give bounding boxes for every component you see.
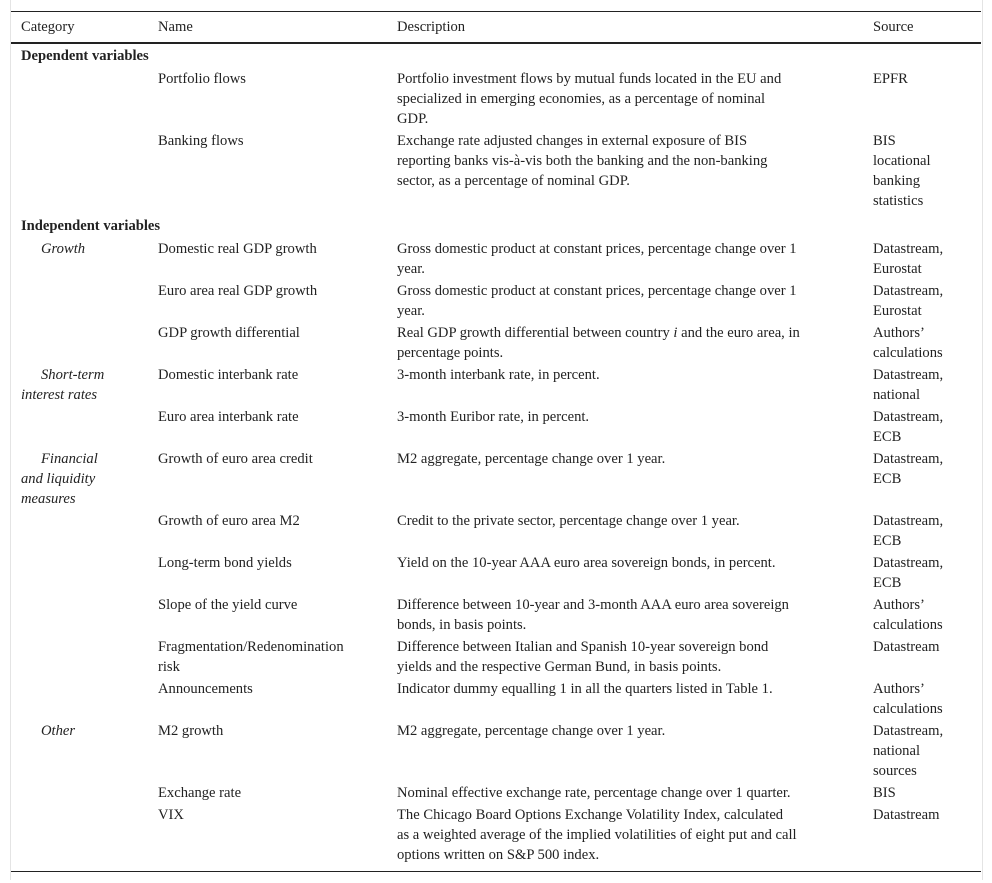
header-name: Name (158, 19, 193, 35)
row-source: BIS (873, 785, 896, 801)
row-source: ECB (873, 575, 902, 591)
row-description: sector, as a percentage of nominal GDP. (397, 173, 630, 189)
row-name: Euro area interbank rate (158, 409, 299, 425)
category-other: Other (41, 723, 76, 739)
row-name: Fragmentation/Redenomination (158, 639, 344, 655)
row-source: BIS (873, 133, 896, 149)
row-description: Nominal effective exchange rate, percentage change over 1 quarter. (397, 785, 791, 801)
row-source: Datastream, (873, 555, 944, 571)
row-source: Datastream, (873, 723, 944, 739)
row-source: Datastream (873, 639, 940, 655)
row-description: Gross domestic product at constant prices, percentage change over 1 (397, 283, 797, 299)
row-description: Difference between Italian and Spanish 10-year sovereign bond (397, 639, 769, 655)
row-source: Eurostat (873, 261, 922, 277)
row-name: VIX (158, 807, 184, 823)
category-financial-line3: measures (21, 491, 76, 507)
bottom-rule (11, 871, 981, 872)
row-name: Portfolio flows (158, 71, 246, 87)
row-source: Authors’ (873, 597, 925, 613)
row-name: Domestic real GDP growth (158, 241, 317, 257)
row-description: M2 aggregate, percentage change over 1 year. (397, 451, 666, 467)
row-name: Slope of the yield curve (158, 597, 298, 613)
row-description: Gross domestic product at constant prices, percentage change over 1 (397, 241, 797, 257)
row-name: Exchange rate (158, 785, 242, 801)
row-description: percentage points. (397, 345, 504, 361)
row-source: ECB (873, 429, 902, 445)
row-description: M2 aggregate, percentage change over 1 year. (397, 723, 666, 739)
top-rule (11, 11, 981, 12)
row-source: calculations (873, 345, 943, 361)
row-source: Datastream, (873, 241, 944, 257)
category-financial-line2: and liquidity (21, 471, 96, 487)
row-description: yields and the respective German Bund, in basis points. (397, 659, 722, 675)
row-source: Datastream, (873, 409, 944, 425)
header-category: Category (21, 19, 75, 35)
row-description: Difference between 10-year and 3-month AAA euro area sovereign (397, 597, 789, 613)
row-name: Euro area real GDP growth (158, 283, 318, 299)
category-short-term-line2: interest rates (21, 387, 98, 403)
row-source: Eurostat (873, 303, 922, 319)
section-dependent-variables: Dependent variables (21, 48, 149, 64)
row-source: calculations (873, 617, 943, 633)
row-description: year. (397, 303, 425, 319)
row-description: 3-month Euribor rate, in percent. (397, 409, 590, 425)
row-source: ECB (873, 533, 902, 549)
row-description: reporting banks vis-à-vis both the banking and the non-banking (397, 153, 768, 169)
category-growth: Growth (41, 241, 86, 257)
row-description: year. (397, 261, 425, 277)
row-description: Exchange rate adjusted changes in external exposure of BIS (397, 133, 748, 149)
row-description: GDP. (397, 111, 429, 127)
row-description: 3-month interbank rate, in percent. (397, 367, 600, 383)
row-description: Real GDP growth differential between country i and the euro area, in (397, 325, 800, 341)
row-description: bonds, in basis points. (397, 617, 527, 633)
row-source: EPFR (873, 71, 908, 87)
row-description: The Chicago Board Options Exchange Volatility Index, calculated (397, 807, 784, 823)
row-source: locational (873, 153, 931, 169)
row-source: statistics (873, 193, 924, 209)
category-financial-line1: Financial (41, 451, 98, 467)
row-source: national (873, 743, 921, 759)
row-description: Credit to the private sector, percentage change over 1 year. (397, 513, 740, 529)
row-name: Announcements (158, 681, 253, 697)
row-description: specialized in emerging economies, as a percentage of nominal (397, 91, 766, 107)
row-source: Datastream, (873, 451, 944, 467)
row-description: options written on S&P 500 index. (397, 847, 600, 863)
section-independent-variables: Independent variables (21, 218, 161, 234)
row-name: Long-term bond yields (158, 555, 292, 571)
row-name: Growth of euro area M2 (158, 513, 300, 529)
row-source: national (873, 387, 921, 403)
row-source: Datastream (873, 807, 940, 823)
row-name: risk (158, 659, 180, 675)
row-name: M2 growth (158, 723, 224, 739)
row-source: sources (873, 763, 917, 779)
row-source: Datastream, (873, 367, 944, 383)
row-description: as a weighted average of the implied volatilities of eight put and call (397, 827, 797, 843)
header-description: Description (397, 19, 466, 35)
row-description: Yield on the 10-year AAA euro area sovereign bonds, in percent. (397, 555, 776, 571)
row-source: banking (873, 173, 921, 189)
row-source: Datastream, (873, 283, 944, 299)
row-name: Banking flows (158, 133, 244, 149)
row-description: Indicator dummy equalling 1 in all the quarters listed in Table 1. (397, 681, 773, 697)
row-description: Portfolio investment flows by mutual funds located in the EU and (397, 71, 782, 87)
header-rule (11, 42, 981, 44)
category-short-term-line1: Short-term (41, 367, 105, 383)
row-source: Authors’ (873, 681, 925, 697)
row-source: Authors’ (873, 325, 925, 341)
header-source: Source (873, 19, 914, 35)
row-name: Domestic interbank rate (158, 367, 299, 383)
row-source: ECB (873, 471, 902, 487)
row-name: GDP growth differential (158, 325, 300, 341)
row-source: Datastream, (873, 513, 944, 529)
row-source: calculations (873, 701, 943, 717)
row-name: Growth of euro area credit (158, 451, 313, 467)
